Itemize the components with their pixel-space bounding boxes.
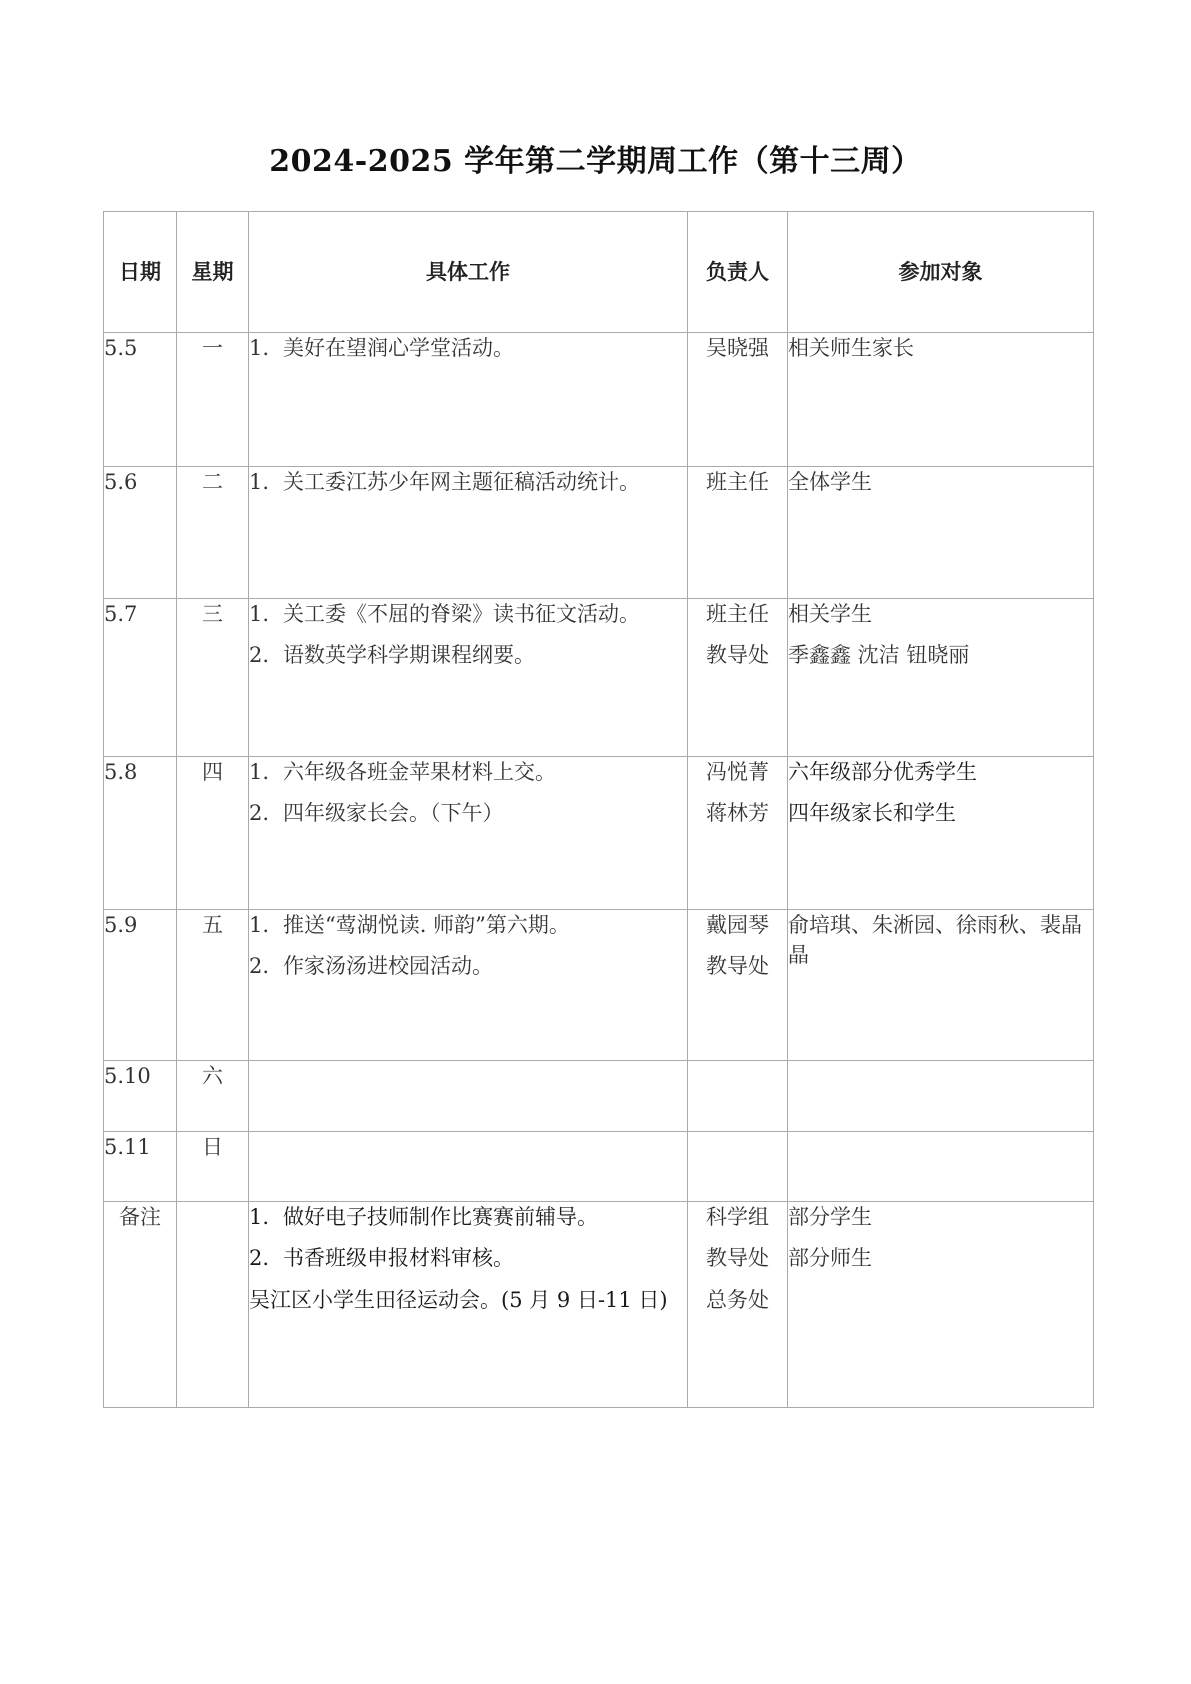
owner-cell — [688, 910, 788, 1061]
header-work: 具体工作 — [249, 212, 688, 333]
date-cell: 5.9 — [104, 910, 177, 1061]
header-row — [104, 212, 1094, 333]
owner-cell — [688, 1061, 788, 1132]
header-owner: 负责人 — [688, 212, 788, 333]
table-row — [104, 333, 1094, 467]
work-item — [249, 798, 687, 828]
participants-cell — [788, 910, 1094, 1061]
participants-cell — [788, 1061, 1094, 1132]
owner-name: 蒋林芳 — [706, 801, 769, 826]
remarks-row — [104, 1202, 1094, 1408]
owner-cell — [688, 757, 788, 910]
work-item-text: 四年级家长会。（下午） — [283, 801, 504, 826]
remarks-work-cell — [249, 1202, 688, 1408]
work-item — [249, 467, 687, 497]
owner-name: 教导处 — [706, 1246, 769, 1271]
work-item — [249, 333, 687, 363]
participant-entry: 相关师生家长 — [788, 336, 914, 360]
weekday-cell: 日 — [177, 1132, 249, 1202]
owner-name: 教导处 — [706, 643, 769, 668]
table-row — [104, 1132, 1094, 1202]
owner-cell — [688, 1132, 788, 1202]
remarks-work-item — [249, 1243, 687, 1273]
table-row — [104, 757, 1094, 910]
work-item-number: 1. — [249, 760, 270, 784]
owner-name: 教导处 — [706, 954, 769, 979]
work-cell — [249, 757, 688, 910]
work-cell — [249, 467, 688, 599]
weekday-cell: 二 — [177, 467, 249, 599]
date-cell: 5.5 — [104, 333, 177, 467]
table-row — [104, 467, 1094, 599]
owner-name: 戴园琴 — [706, 913, 769, 937]
work-cell — [249, 1132, 688, 1202]
work-item-text: 六年级各班金苹果材料上交。 — [283, 760, 556, 784]
owner-name: 总务处 — [706, 1287, 769, 1312]
participant-entry: 相关学生 — [788, 602, 872, 626]
remarks-work-note: 吴江区小学生田径运动会。(5 月 9 日-11 日) — [249, 1287, 668, 1312]
participant-entry: 部分师生 — [788, 1246, 872, 1271]
weekly-schedule-table — [103, 211, 1094, 1408]
participants-cell — [788, 757, 1094, 910]
owner-cell — [688, 599, 788, 757]
weekday-cell: 三 — [177, 599, 249, 757]
table-row — [104, 910, 1094, 1061]
remarks-weekday-cell — [177, 1202, 249, 1408]
owner-name: 班主任 — [706, 470, 769, 494]
table-row — [104, 599, 1094, 757]
date-cell: 5.10 — [104, 1061, 177, 1132]
work-item-text: 做好电子技师制作比赛赛前辅导。 — [283, 1205, 598, 1229]
work-item-text: 书香班级申报材料审核。 — [283, 1246, 514, 1271]
work-item-number: 1. — [249, 913, 270, 937]
header-weekday: 星期 — [177, 212, 249, 333]
work-item — [249, 599, 687, 629]
work-item-text: 推送“莺湖悦读. 师韵”第六期。 — [283, 913, 570, 937]
date-cell: 5.11 — [104, 1132, 177, 1202]
work-item — [249, 757, 687, 787]
participants-cell — [788, 599, 1094, 757]
participant-entry: 全体学生 — [788, 470, 872, 494]
participants-cell — [788, 467, 1094, 599]
work-item-number: 1. — [249, 602, 270, 626]
date-cell: 5.6 — [104, 467, 177, 599]
page-title: 2024-2025 学年第二学期周工作（第十三周） — [269, 144, 922, 179]
work-item-number: 1. — [249, 1205, 270, 1229]
participant-entry: 季鑫鑫 沈洁 钮晓丽 — [788, 643, 970, 668]
participant-entry: 俞培琪、朱淅园、徐雨秋、裴晶晶 — [788, 913, 1082, 968]
header-participants: 参加对象 — [788, 212, 1094, 333]
work-item-text: 美好在望润心学堂活动。 — [283, 336, 514, 360]
work-item-text: 作家汤汤进校园活动。 — [283, 954, 493, 979]
work-cell — [249, 1061, 688, 1132]
work-item — [249, 640, 687, 670]
date-cell: 5.8 — [104, 757, 177, 910]
work-item-number: 2. — [249, 801, 270, 826]
weekday-cell: 四 — [177, 757, 249, 910]
participants-cell — [788, 333, 1094, 467]
remarks-label: 备注 — [104, 1202, 177, 1408]
work-item-text: 关工委江苏少年网主题征稿活动统计。 — [283, 470, 640, 494]
work-item — [249, 951, 687, 981]
participant-entry: 四年级家长和学生 — [788, 801, 956, 826]
owner-name: 吴晓强 — [706, 336, 769, 360]
owner-name: 冯悦菁 — [706, 760, 769, 784]
weekday-cell: 五 — [177, 910, 249, 1061]
work-item-number: 1. — [249, 336, 270, 360]
work-cell — [249, 333, 688, 467]
work-item-number: 2. — [249, 1246, 270, 1271]
weekday-cell: 六 — [177, 1061, 249, 1132]
remarks-participants-cell — [788, 1202, 1094, 1408]
header-date: 日期 — [104, 212, 177, 333]
work-item-number: 1. — [249, 470, 270, 494]
owner-name: 科学组 — [706, 1205, 769, 1229]
work-item-number: 2. — [249, 643, 270, 668]
owner-name: 班主任 — [706, 602, 769, 626]
participant-entry: 六年级部分优秀学生 — [788, 760, 977, 784]
remarks-work-item — [249, 1202, 687, 1232]
owner-cell — [688, 467, 788, 599]
weekday-cell: 一 — [177, 333, 249, 467]
owner-cell — [688, 333, 788, 467]
date-cell: 5.7 — [104, 599, 177, 757]
table-row — [104, 1061, 1094, 1132]
work-cell — [249, 910, 688, 1061]
participant-entry: 部分学生 — [788, 1205, 872, 1229]
remarks-owner-cell — [688, 1202, 788, 1408]
work-item — [249, 910, 687, 940]
work-cell — [249, 599, 688, 757]
participants-cell — [788, 1132, 1094, 1202]
work-item-text: 关工委《不屈的脊梁》读书征文活动。 — [283, 602, 640, 626]
work-item-text: 语数英学科学期课程纲要。 — [283, 643, 535, 668]
work-item-number: 2. — [249, 954, 270, 979]
